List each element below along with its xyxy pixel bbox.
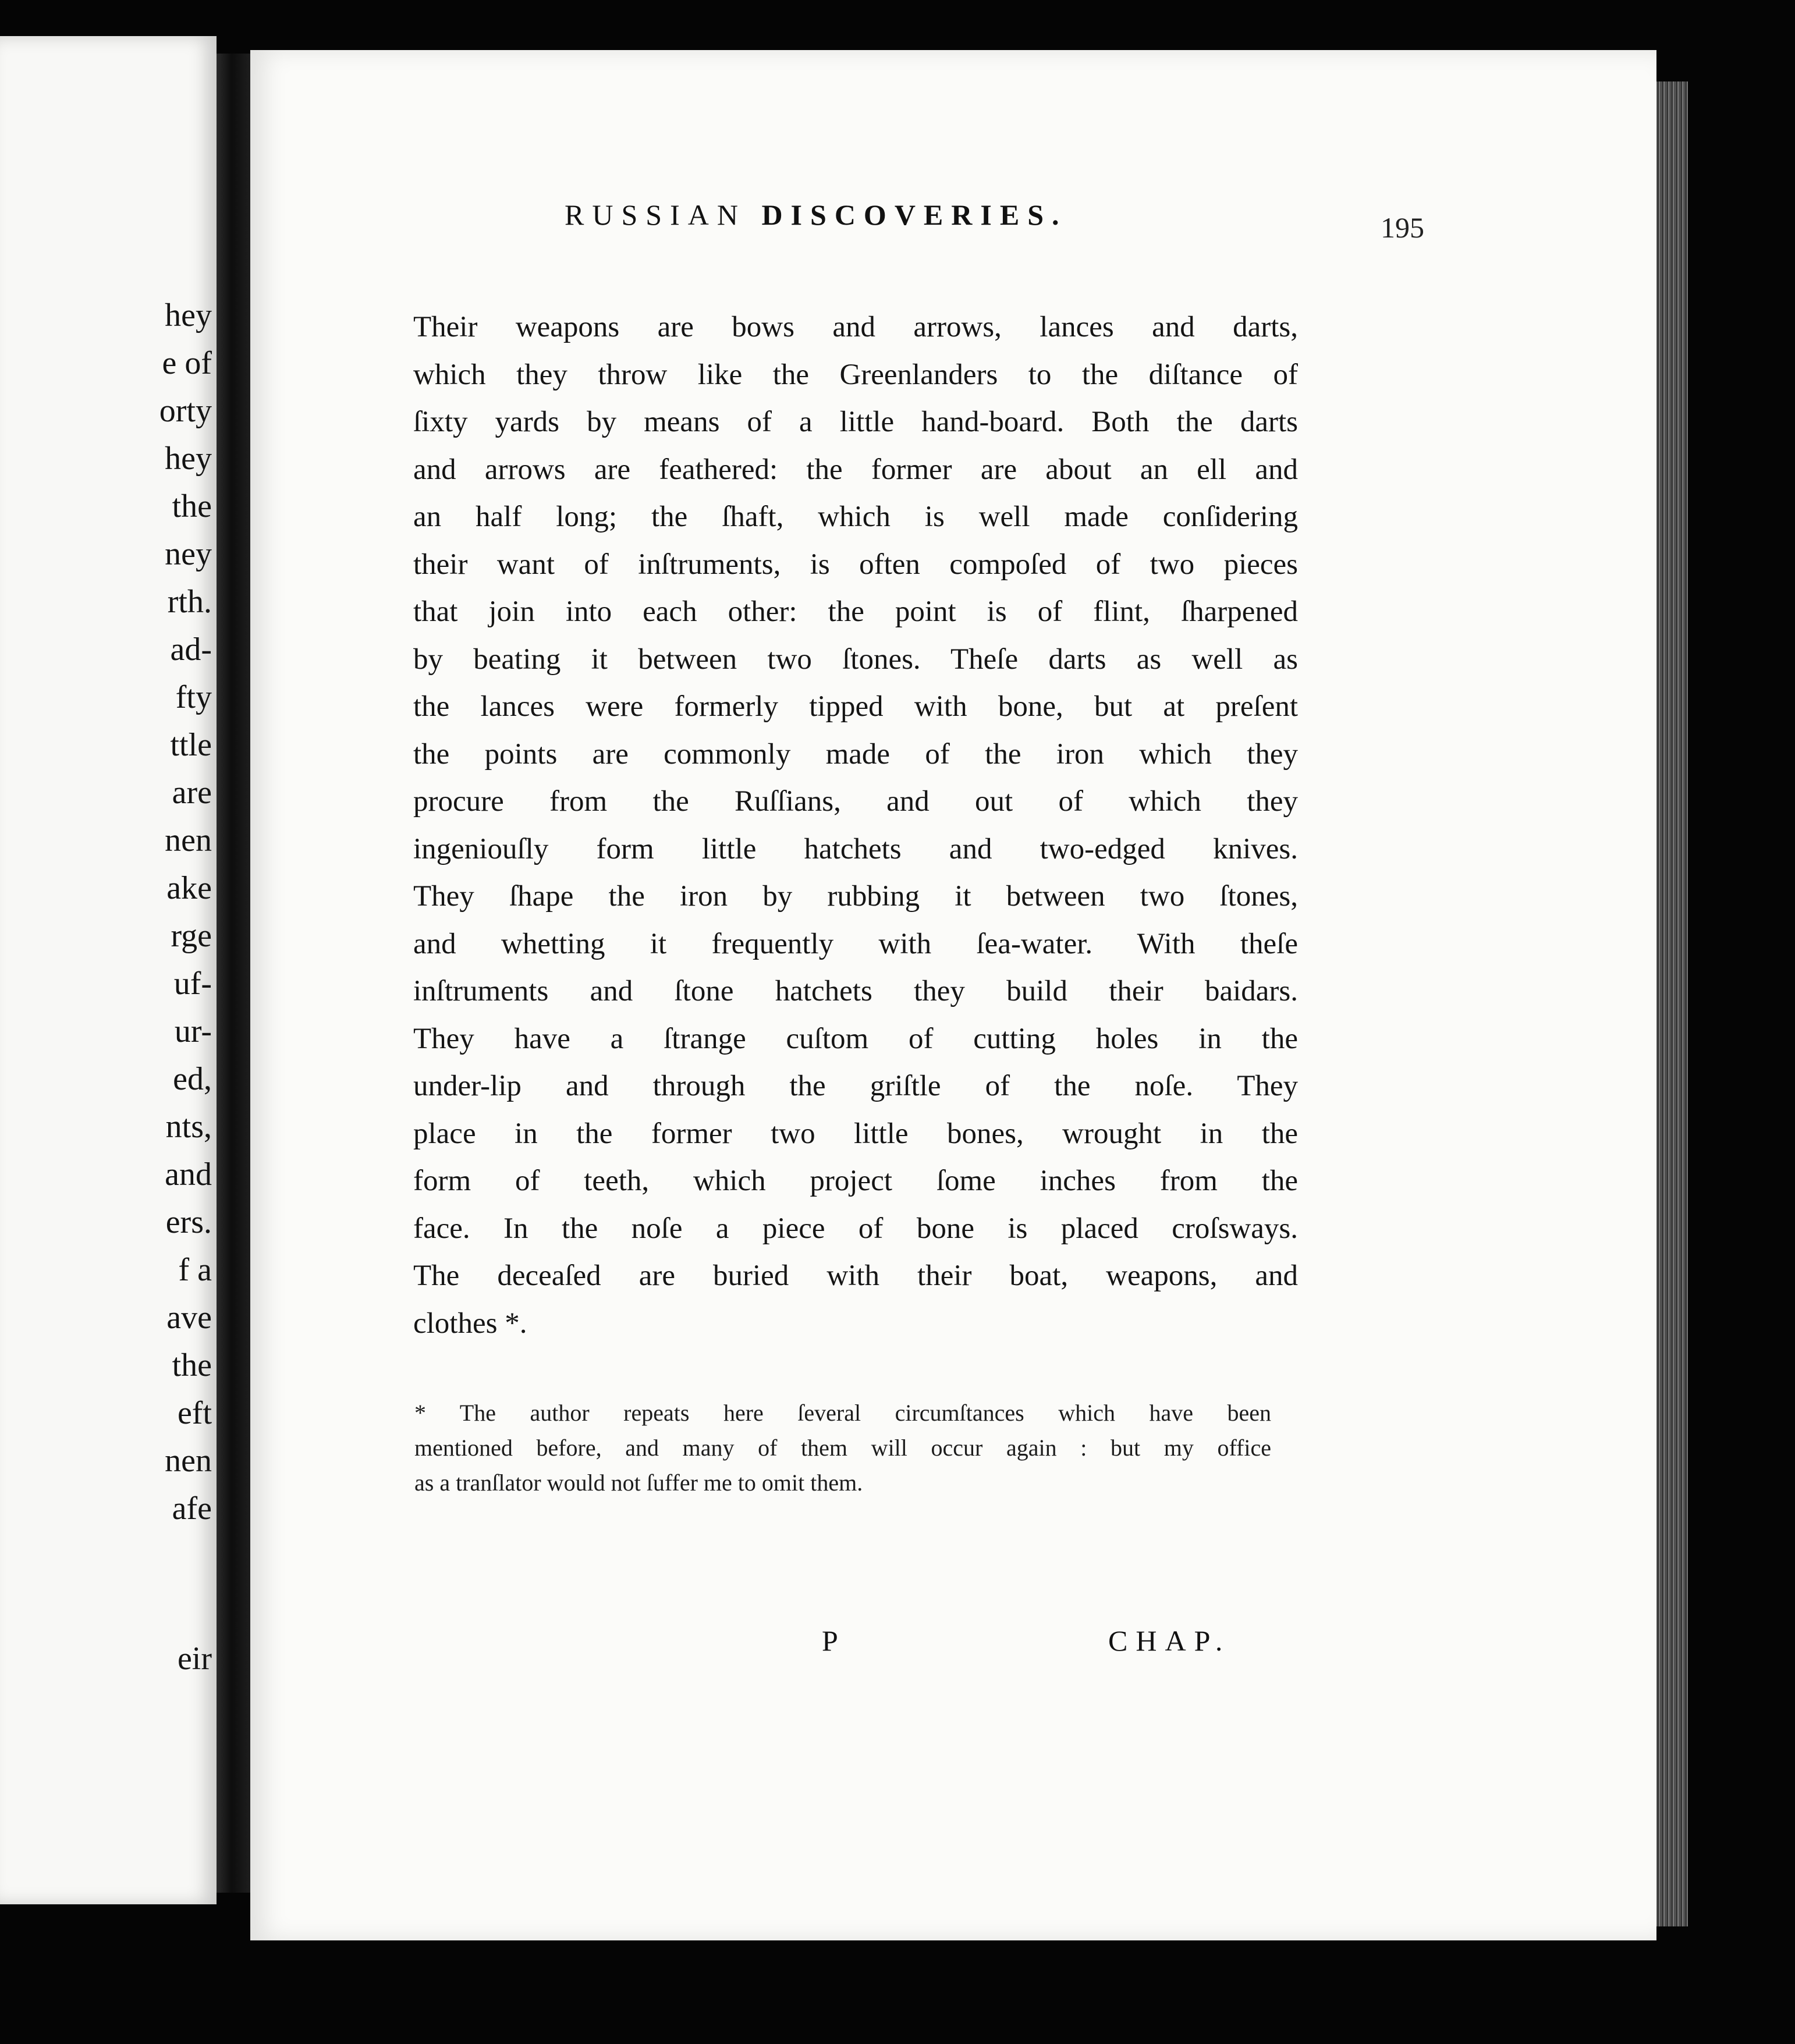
left-line-fragment: hey	[165, 441, 212, 477]
body-line: and whetting it frequently with ſea-water. With theſe	[413, 927, 1298, 960]
left-line-fragment: ed,	[173, 1061, 212, 1097]
footnote-line: as a tranſlator would not ſuffer me to omit them.	[414, 1470, 863, 1496]
body-line: Their weapons are bows and arrows, lances and darts,	[413, 311, 1298, 343]
body-line: ſixty yards by means of a little hand-board. Both the darts	[413, 406, 1298, 438]
left-line-fragment: rge	[171, 918, 212, 954]
left-line-fragment: ake	[166, 870, 212, 906]
book-gutter	[217, 54, 250, 1893]
left-line-fragment: orty	[159, 393, 212, 429]
left-line-fragment: ney	[165, 536, 212, 572]
body-line: inſtruments and ſtone hatchets they build their baidars.	[413, 975, 1298, 1007]
left-page-fragment	[0, 36, 217, 1904]
left-line-fragment: and	[165, 1156, 212, 1193]
left-line-fragment: hey	[165, 297, 212, 333]
left-line-fragment: uf-	[173, 966, 212, 1002]
page-number: 195	[1381, 211, 1424, 244]
catchword: CHAP.	[1108, 1624, 1231, 1657]
body-line: ingeniouſly form little hatchets and two-edged knives.	[413, 832, 1298, 865]
left-line-fragment: ad-	[170, 631, 212, 668]
left-line-fragment: ttle	[170, 727, 212, 763]
left-line-fragment: eft	[177, 1395, 212, 1431]
body-text	[413, 304, 1298, 1347]
left-line-fragment: rth.	[167, 584, 212, 620]
left-line-fragment: ers.	[165, 1204, 212, 1240]
left-line-fragment: the	[172, 1347, 212, 1383]
left-line-fragment: ave	[166, 1300, 212, 1336]
body-line: The deceaſed are buried with their boat, weapons, and	[413, 1259, 1298, 1292]
left-line-fragment: the	[172, 488, 212, 524]
body-line: their want of inſtruments, is often compoſed of two pieces	[413, 548, 1298, 581]
body-line: They ſhape the iron by rubbing it between two ſtones,	[413, 880, 1298, 913]
left-line-fragment: nts,	[165, 1109, 212, 1145]
footnote-line: * The author repeats here ſeveral circumſtances which have been	[414, 1400, 1271, 1426]
footnote-line: mentioned before, and many of them will occur again : but my office	[414, 1435, 1271, 1461]
body-line: by beating it between two ſtones. Theſe darts as well as	[413, 643, 1298, 676]
left-line-fragment: afe	[172, 1491, 212, 1527]
left-line-fragment: ur-	[174, 1013, 212, 1049]
body-line: place in the former two little bones, wrought in the	[413, 1117, 1298, 1150]
left-line-fragment: fty	[175, 679, 212, 715]
left-line-fragment: eir	[177, 1641, 212, 1677]
footnote	[414, 1396, 1271, 1500]
body-line: face. In the noſe a piece of bone is placed croſsways.	[413, 1212, 1298, 1245]
body-line: form of teeth, which project ſome inches from the	[413, 1165, 1298, 1197]
left-line-fragment: nen	[165, 1443, 212, 1479]
body-line: which they throw like the Greenlanders to the diſtance of	[413, 358, 1298, 391]
body-line: and arrows are feathered: the former are about an ell and	[413, 453, 1298, 486]
left-line-fragment: e of	[162, 345, 212, 381]
left-line-fragment: f a	[178, 1252, 212, 1288]
body-line: under-lip and through the griſtle of the noſe. They	[413, 1070, 1298, 1102]
body-line: the lances were formerly tipped with bone, but at preſent	[413, 690, 1298, 723]
body-line: clothes *.	[413, 1307, 527, 1340]
book-fore-edge	[1656, 81, 1688, 1926]
running-head-plain: RUSSIAN	[565, 198, 746, 231]
body-line: procure from the Ruſſians, and out of which they	[413, 785, 1298, 818]
body-line: an half long; the ſhaft, which is well made conſidering	[413, 501, 1298, 533]
signature-mark: P	[822, 1624, 838, 1657]
left-line-fragment: nen	[165, 822, 212, 858]
running-head-bold: DISCOVERIES.	[761, 198, 1067, 231]
body-line: the points are commonly made of the iron which they	[413, 737, 1298, 771]
running-head	[565, 198, 1067, 232]
left-line-fragment: are	[172, 775, 212, 811]
body-line: that join into each other: the point is of flint, ſharpened	[413, 595, 1298, 628]
body-line: They have a ſtrange cuſtom of cutting holes in the	[413, 1022, 1298, 1055]
